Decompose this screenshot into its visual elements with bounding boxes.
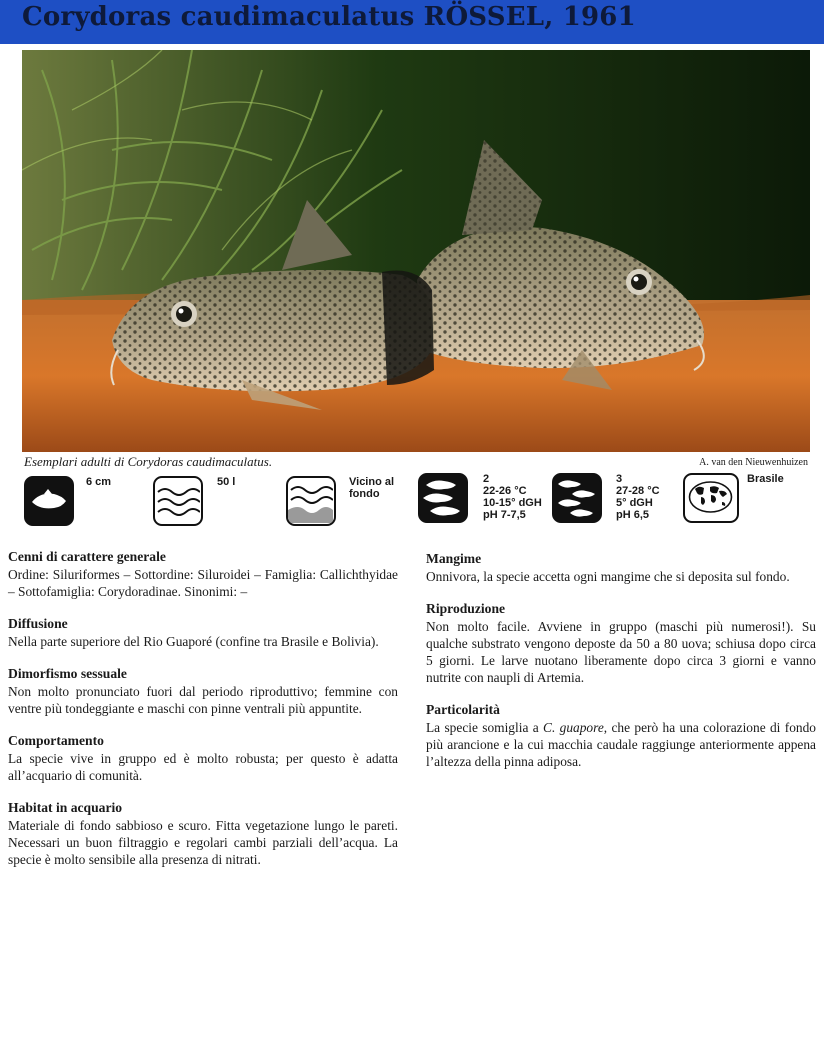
- title-bar: [0, 0, 824, 44]
- right-column: [426, 550, 816, 785]
- section-riproduzione: [426, 600, 816, 686]
- section-heading: Riproduzione: [426, 601, 506, 616]
- left-column: [8, 548, 398, 883]
- group-fish-icon: [418, 473, 468, 523]
- section-text: Onnivora, la specie accetta ogni mangime che si deposita sul fondo.: [426, 569, 790, 584]
- section-text: La specie vive in gruppo ed è molto robusta; per questo è adatta all’acquario di comunità.: [8, 751, 398, 783]
- fish-size-icon: [24, 476, 74, 526]
- group1-conditions: 2 22-26 °C 10-15° dGH pH 7-7,5: [483, 473, 542, 521]
- origin-label: Brasile: [747, 473, 784, 485]
- section-heading: Habitat in acquario: [8, 800, 123, 815]
- section-heading: Particolarità: [426, 702, 500, 717]
- page-title: Corydoras caudimaculatus RÖSSEL, 1961: [22, 2, 636, 32]
- section-text: Non molto facile. Avviene in gruppo (maschi più numerosi!). Su qualche substrato vengono deposte da 50 a 80 uova; schiusa dopo circa 5 giorni. Le larve nuotano liberamente dopo circa 3 giorni e vanno nutrite con naupli di Artemia.: [426, 619, 816, 685]
- section-dimorfismo: [8, 665, 398, 717]
- section-mangime: [426, 550, 816, 585]
- section-text: Ordine: Siluriformes – Sottordine: Siluroidei – Famiglia: Callichthyidae – Sottofamiglia: Corydoradinae. Sinonimi: –: [8, 567, 398, 599]
- photo-credit: A. van den Nieuwenhuizen: [699, 457, 808, 468]
- fish-photo: [22, 50, 810, 452]
- section-diffusione: [8, 615, 398, 650]
- section-heading: Cenni di carattere generale: [8, 549, 166, 564]
- tank-volume-icon: [153, 476, 203, 526]
- section-text: Nella parte superiore del Rio Guaporé (confine tra Brasile e Bolivia).: [8, 634, 379, 649]
- section-particolarita: [426, 701, 816, 770]
- section-heading: Diffusione: [8, 616, 68, 631]
- section-comportamento: [8, 732, 398, 784]
- text-part: , che però ha una colorazione di fondo più arancione e la cui macchia caudale raggiunge anteriormente appena l’altezza della pinna adiposa.: [426, 720, 816, 769]
- photo-caption: Esemplari adulti di Corydoras caudimaculatus.: [24, 454, 273, 469]
- species-name: C. guapore: [543, 720, 604, 735]
- section-cenni: [8, 548, 398, 600]
- swimming-zone-icon: [286, 476, 336, 526]
- text-part: La specie somiglia a: [426, 720, 544, 735]
- group2-conditions: 3 27-28 °C 5° dGH pH 6,5: [616, 473, 660, 521]
- section-heading: Comportamento: [8, 733, 104, 748]
- world-map-icon: [683, 473, 739, 523]
- section-text: [426, 719, 816, 770]
- size-label: 6 cm: [86, 476, 112, 488]
- section-text: Non molto pronunciato fuori dal periodo riproduttivo; femmine con ventre più tondeggiante e maschi con pinne ventrali più appuntite.: [8, 684, 398, 716]
- zone-label: Vicino al fondo: [349, 476, 395, 500]
- breeding-fish-icon: [552, 473, 602, 523]
- section-heading: Dimorfismo sessuale: [8, 666, 127, 681]
- volume-label: 50 l: [217, 476, 236, 488]
- section-text: Materiale di fondo sabbioso e scuro. Fitta vegetazione lungo le pareti. Necessari un buon filtraggio e regolari cambi parziali dell’acqua. La specie è molto sensibile alla presenza di nitrati.: [8, 818, 398, 867]
- section-heading: Mangime: [426, 551, 482, 566]
- section-habitat: [8, 799, 398, 868]
